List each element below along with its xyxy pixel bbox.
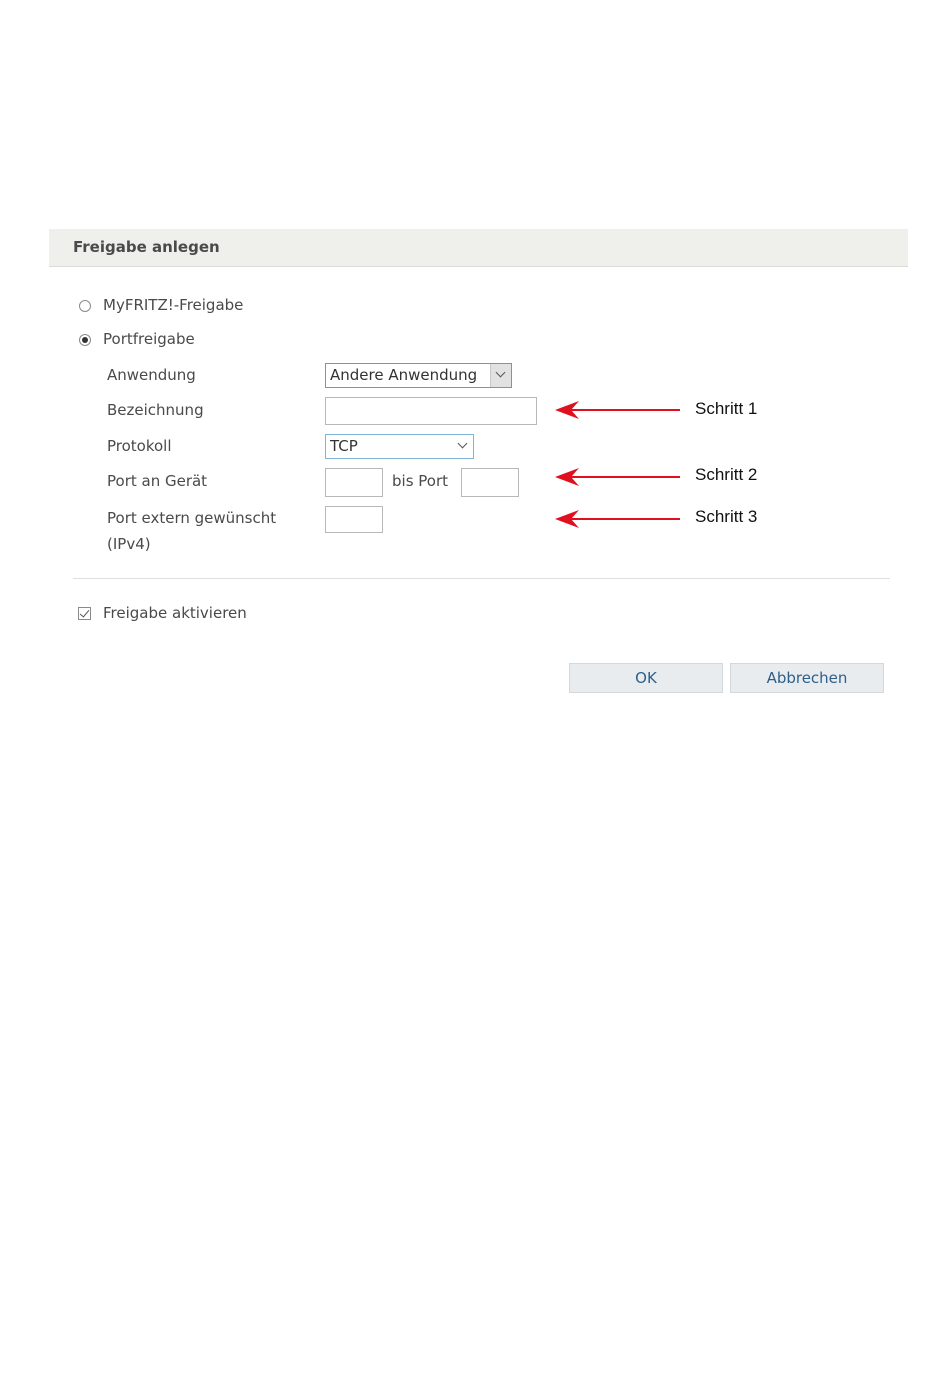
port-external-input[interactable]: [325, 506, 383, 533]
myfritz-share-radio[interactable]: [79, 300, 91, 312]
enable-share-checkbox[interactable]: [78, 607, 91, 620]
application-label: Anwendung: [107, 366, 196, 384]
chevron-down-icon: [496, 368, 506, 378]
dialog-title: Freigabe anlegen: [73, 238, 220, 256]
chevron-down-icon: [458, 439, 468, 449]
port-to-input[interactable]: [461, 468, 519, 497]
check-icon: [80, 607, 90, 617]
name-label: Bezeichnung: [107, 401, 204, 419]
enable-share-label[interactable]: Freigabe aktivieren: [103, 604, 247, 622]
port-share-radio[interactable]: [79, 334, 91, 346]
port-to-label: bis Port: [392, 472, 449, 490]
protocol-select[interactable]: [325, 434, 474, 459]
annotation-arrow-3: [553, 508, 683, 530]
annotation-step-1: Schritt 1: [695, 399, 758, 418]
name-input[interactable]: [325, 397, 537, 425]
port-device-label: Port an Gerät: [107, 472, 208, 490]
annotation-arrow-2: [553, 466, 683, 488]
port-external-label-ipv4: (IPv4): [107, 535, 151, 553]
ok-button[interactable]: OK: [569, 663, 723, 693]
annotation-arrow-1: [553, 399, 683, 421]
cancel-button[interactable]: Abbrechen: [730, 663, 884, 693]
protocol-select-value: TCP: [330, 437, 358, 455]
protocol-label: Protokoll: [107, 437, 172, 455]
myfritz-share-label[interactable]: MyFRITZ!-Freigabe: [103, 296, 244, 314]
annotation-step-2: Schritt 2: [695, 465, 758, 484]
port-from-input[interactable]: [325, 468, 383, 497]
protocol-dropdown-button[interactable]: [453, 435, 473, 458]
application-dropdown-button[interactable]: [490, 364, 511, 387]
annotation-step-3: Schritt 3: [695, 507, 758, 526]
port-external-label: Port extern gewünscht: [107, 509, 277, 527]
divider: [73, 578, 890, 579]
dialog-header: [49, 229, 908, 267]
application-select[interactable]: [325, 363, 512, 388]
port-share-label[interactable]: Portfreigabe: [103, 330, 195, 348]
application-select-value: Andere Anwendung: [330, 366, 478, 384]
